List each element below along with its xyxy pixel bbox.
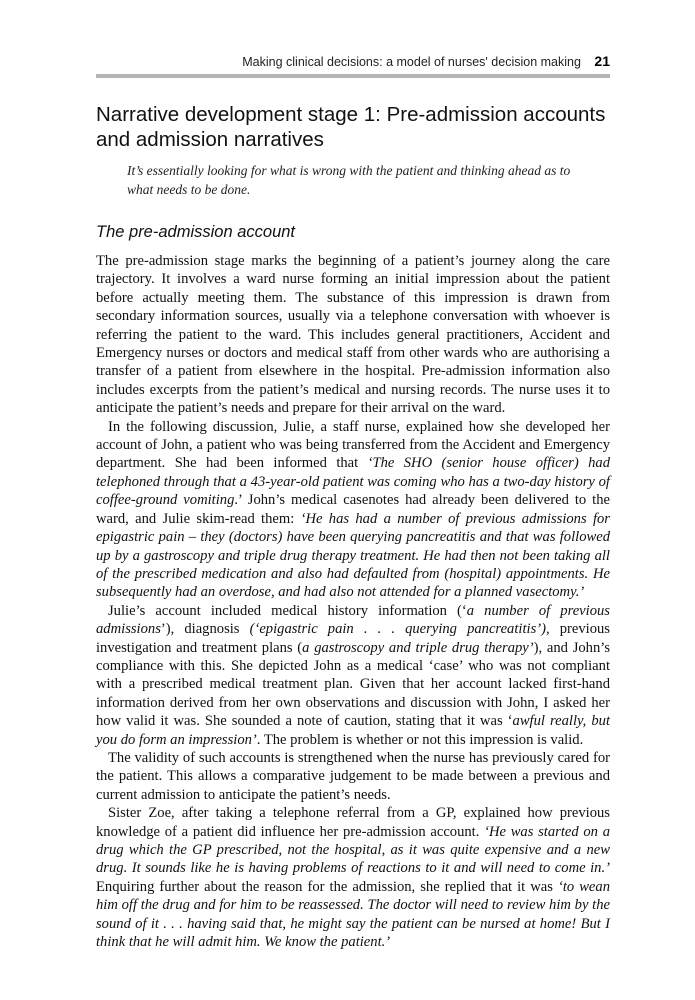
- italic-quote: ‘The SHO (senior house officer) had telephoned through that a 43-year-old patient was coming who has a two-day history of coffee-ground vomiting: [96, 455, 610, 509]
- italic-quote: a number of previous admissions: [96, 602, 610, 638]
- subsection-heading: The pre-admission account: [96, 223, 296, 241]
- text-run: ’), diagnosis: [160, 621, 250, 638]
- text-run: Sister Zoe, after taking a telephone referral from a GP, explained how previous knowledge of a patient did influence her pre-admission account.: [96, 805, 610, 840]
- body-paragraph: [96, 252, 610, 418]
- body-paragraph: [96, 804, 610, 951]
- body-text: [96, 252, 610, 951]
- text-run: The pre-admission stage marks the beginning of a patient’s journey along the care trajectory. It involves a ward nurse forming an initial impression about the patient before actually meeting them. The substance of this impression is drawn from secondary information sources, usually via a telephone conversation with whoever is referring the patient to the ward. This includes general practitioners, Accident and Emergency nurses or doctors and medical staff from other wards who are authorising a transfer of a patient from elsewhere in the hospital. Pre-admission information also includes excerpts from the patient’s medical and nursing records. The nurse uses it to anticipate the patient’s needs and prepare for their arrival on the ward.: [96, 253, 610, 417]
- text-run: . The problem is whether or not this impression is valid.: [256, 731, 584, 748]
- text-run: ), and John’s compliance with this. She depicted John as a medical ‘case’ who was not compliant with a prescribed medical treatment plan. Given that her account lacked first-hand information derived from her own observations and discussion with John, I asked her how valid it was. She sounded a note of caution, stating that it was ‘: [96, 639, 611, 730]
- text-run: Enquiring further about the reason for the admission, she replied that it was: [96, 878, 558, 895]
- body-paragraph: [96, 418, 610, 602]
- italic-quote: (‘epigastric pain . . . querying pancreatitis’),: [249, 621, 550, 638]
- italic-quote: ‘He has had a number of previous admissions for epigastric pain – they (doctors) have been querying pancreatitis and that was followed up by a gastroscopy and triple drug therapy treatment. He had then not been taking all of the prescribed medication and also had defaulted from (hospital) appointments. He subsequently had an overdose, and had also not attended for a planned vasectomy.’: [96, 510, 610, 601]
- body-paragraph: [96, 749, 610, 804]
- italic-quote: ‘to wean him off the drug and for him to be reassessed. The doctor will need to review him by the sound of it . . . having said that, he might say the patient can be nursed at home! But I think that he will admit him. We know the patient.’: [96, 878, 611, 951]
- italic-quote: a gastroscopy and triple drug therapy’: [302, 639, 534, 656]
- page-number: 21: [594, 53, 610, 69]
- header-rule: [96, 74, 610, 78]
- epigraph-quote: It’s essentially looking for what is wrong with the patient and thinking ahead as to what needs to be done.: [127, 163, 571, 197]
- text-run: previous investigation and treatment plans (: [96, 621, 610, 656]
- text-run: In the following discussion, Julie, a staff nurse, explained how she developed her account of John, a patient who was being transferred from the Accident and Emergency department. She had been informed that: [96, 418, 610, 472]
- text-run: The validity of such accounts is strengthened when the nurse has previously cared for the patient. This allows a comparative judgement to be made between a previous and current admission to anticipate the patient’s needs.: [96, 749, 610, 803]
- italic-quote: ‘He was started on a drug which the GP prescribed, not the hospital, as it was quite expensive and a new drug. It sounds like he is having problems of reactions to it and will need to come in.’: [96, 823, 610, 877]
- body-paragraph: [96, 602, 610, 749]
- italic-quote: awful really, but you do form an impression’: [96, 713, 610, 748]
- section-heading: Narrative development stage 1: Pre-admission accounts and admission narratives: [96, 103, 606, 151]
- text-run: Julie’s account included medical history information (‘: [108, 602, 467, 619]
- running-head-title: Making clinical decisions: a model of nurses' decision making: [242, 55, 581, 69]
- text-run: .’ John’s medical casenotes had already been delivered to the ward, and Julie skim-read them:: [96, 492, 611, 527]
- running-head: [96, 53, 610, 69]
